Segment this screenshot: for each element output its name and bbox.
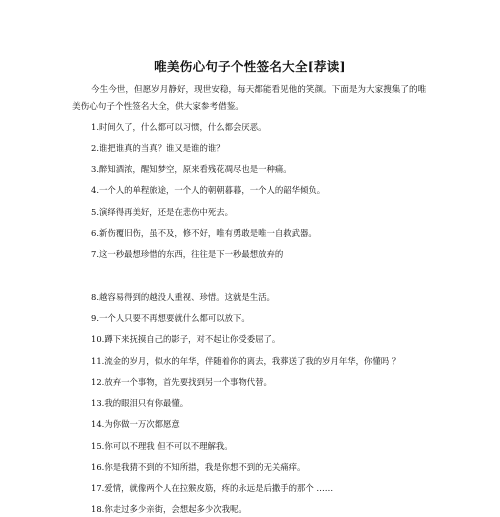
document-title: 唯美伤心句子个性签名大全[荐读] [154, 59, 346, 74]
list-item: 10.蹲下来抚摸自己的影子，对不起让你受委屈了。 [91, 334, 281, 344]
list-item: 6.新伤覆旧伤，虽不及，修不好，唯有勇敢是唯一自救武器。 [91, 228, 317, 238]
list-item: 15.你可以不理我 但不可以不理解我。 [91, 441, 233, 451]
list-item: 12.放弃一个事物，首先要找到另一个事物代替。 [91, 377, 272, 387]
list-item: 3.醉知酒浓，醒知梦空，原来看残花凋尽也是一种痛。 [91, 164, 292, 174]
list-item: 5.演绎得再美好，还是在悲伤中死去。 [91, 207, 233, 217]
list-item: 1.时间久了，什么都可以习惯，什么都会厌恶。 [91, 122, 267, 132]
list-item: 16.你是我猜不到的不知所措，我是你想不到的无关痛痒。 [91, 462, 306, 472]
list-item: 11.流金的岁月，似水的年华，伴随着你的离去，我葬送了我的岁月年华，你懂吗 ？ [91, 356, 401, 366]
list-item: 18.你走过多少亲街，会想起多少次我呢。 [91, 504, 247, 514]
list-item: 9.一个人只要不再想要就什么都可以放下。 [91, 313, 250, 323]
list-item: 2.谁把谁真的当真？谁又是谁的谁？ [91, 143, 225, 153]
intro-paragraph: 今生今世，但愿岁月静好，现世安稳，每天都能看见他的笑颜。下面是为大家搜集了的唯美伤心句子个性签名大全，供大家参考借鉴。 [72, 85, 427, 112]
list-item: 8.越容易得到的越没人重视、珍惜。这就是生活。 [91, 292, 275, 302]
list-item: 13.我的眼泪只有你最懂。 [91, 398, 189, 408]
list-item: 17.爱情，就像两个人在拉猴皮筋，疼的永远是后撒手的那个 …… [91, 483, 334, 493]
list-item: 14.为你做一万次都愿意 [91, 419, 180, 429]
list-item: 4.一个人的单程旅途，一个人的朝朝暮暮，一个人的韶华倾负。 [91, 185, 326, 195]
list-item: 7.这一秒最想珍惜的东西，往往是下一秒最想放弃的 [91, 249, 284, 259]
